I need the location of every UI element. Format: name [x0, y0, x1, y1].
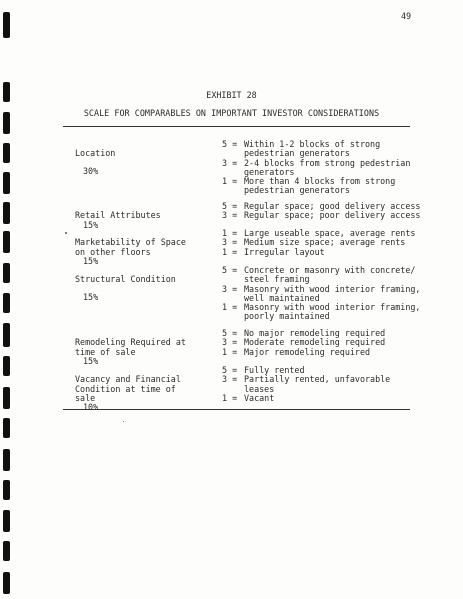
score-description: Medium size space; average rents: [244, 237, 406, 248]
score-options: [222, 366, 422, 403]
score-option: [222, 159, 422, 178]
score-value: 5 =: [222, 328, 238, 338]
criterion-name: Location: [75, 148, 116, 159]
criterion-label: [75, 366, 215, 422]
criterion-weight: 10%: [83, 402, 99, 413]
page-number: 49: [401, 11, 412, 21]
score-description: Within 1-2 blocks of strong pedestrian generators: [244, 139, 381, 159]
score-option: [222, 285, 422, 304]
score-value: 1 =: [222, 176, 238, 187]
score-option: [222, 140, 422, 159]
score-options: [222, 229, 422, 257]
score-description: Partially rented, unfavorable leases: [244, 374, 391, 394]
score-value: 3 =: [222, 337, 238, 348]
criterion-name: Retail Attributes: [75, 210, 161, 221]
score-description: More than 4 blocks from strong pedestrian generators: [244, 176, 396, 196]
score-option: [222, 303, 422, 322]
exhibit-subtitle: SCALE FOR COMPARABLES ON IMPORTANT INVESTOR CONSIDERATIONS: [83, 108, 380, 118]
scan-speck: [65, 232, 67, 234]
score-value: 3 =: [222, 157, 238, 168]
score-option: [222, 211, 422, 220]
score-description: Masonry with wood interior framing, well maintained: [244, 283, 421, 303]
score-option: [222, 248, 422, 257]
score-description: Fully rented: [244, 365, 305, 375]
score-value: 1 =: [222, 246, 238, 257]
exhibit-title: EXHIBIT 28: [206, 90, 257, 100]
score-options: [222, 140, 422, 196]
criterion-name: Remodeling Required at time of sale: [75, 337, 186, 357]
criterion-label: [75, 140, 215, 185]
score-value: 3 =: [222, 237, 238, 248]
criterion-weight: 15%: [83, 255, 99, 266]
score-description: Regular space; good delivery access: [244, 201, 421, 211]
score-value: 5 =: [222, 365, 238, 375]
score-value: 5 =: [222, 265, 238, 275]
scan-speck: [123, 421, 124, 422]
score-value: 1 =: [222, 302, 238, 313]
criterion-label: [75, 266, 215, 311]
score-options: [222, 202, 422, 221]
score-value: 3 =: [222, 210, 238, 221]
score-option: [222, 394, 422, 403]
score-description: Major remodeling required: [244, 346, 371, 357]
score-option: [222, 348, 422, 357]
criterion-name: Structural Condition: [75, 274, 176, 285]
criterion-weight: 30%: [83, 165, 99, 176]
criterion-name: Vacancy and Financial Condition at time of sale: [75, 374, 181, 403]
score-value: 3 =: [222, 374, 238, 385]
score-option: [222, 266, 422, 285]
score-description: No major remodeling required: [244, 328, 386, 338]
score-description: Concrete or masonry with concrete/ steel framing: [244, 265, 416, 285]
score-value: 5 =: [222, 139, 238, 149]
score-option: [222, 177, 422, 196]
score-value: 1 =: [222, 346, 238, 357]
score-description: Irregular layout: [244, 246, 325, 257]
score-options: [222, 266, 422, 322]
score-description: Large useable space, average rents: [244, 228, 416, 238]
score-value: 3 =: [222, 283, 238, 294]
score-options: [222, 329, 422, 357]
score-description: 2-4 blocks from strong pedestrian generators: [244, 157, 411, 177]
criterion-weight: 15%: [83, 219, 99, 230]
criterion-name: Marketability of Space on other floors: [75, 237, 186, 257]
score-description: Regular space; poor delivery access: [244, 210, 421, 221]
score-description: Masonry with wood interior framing, poorly maintained: [244, 302, 421, 322]
score-description: Moderate remodeling required: [244, 337, 386, 348]
table-bottom-rule: [63, 409, 410, 410]
criterion-weight: 15%: [83, 291, 99, 302]
score-option: [222, 375, 422, 394]
criterion-weight: 15%: [83, 355, 99, 366]
score-value: 1 =: [222, 392, 238, 403]
score-description: Vacant: [244, 392, 275, 403]
score-value: 1 =: [222, 228, 238, 238]
score-value: 5 =: [222, 201, 238, 211]
